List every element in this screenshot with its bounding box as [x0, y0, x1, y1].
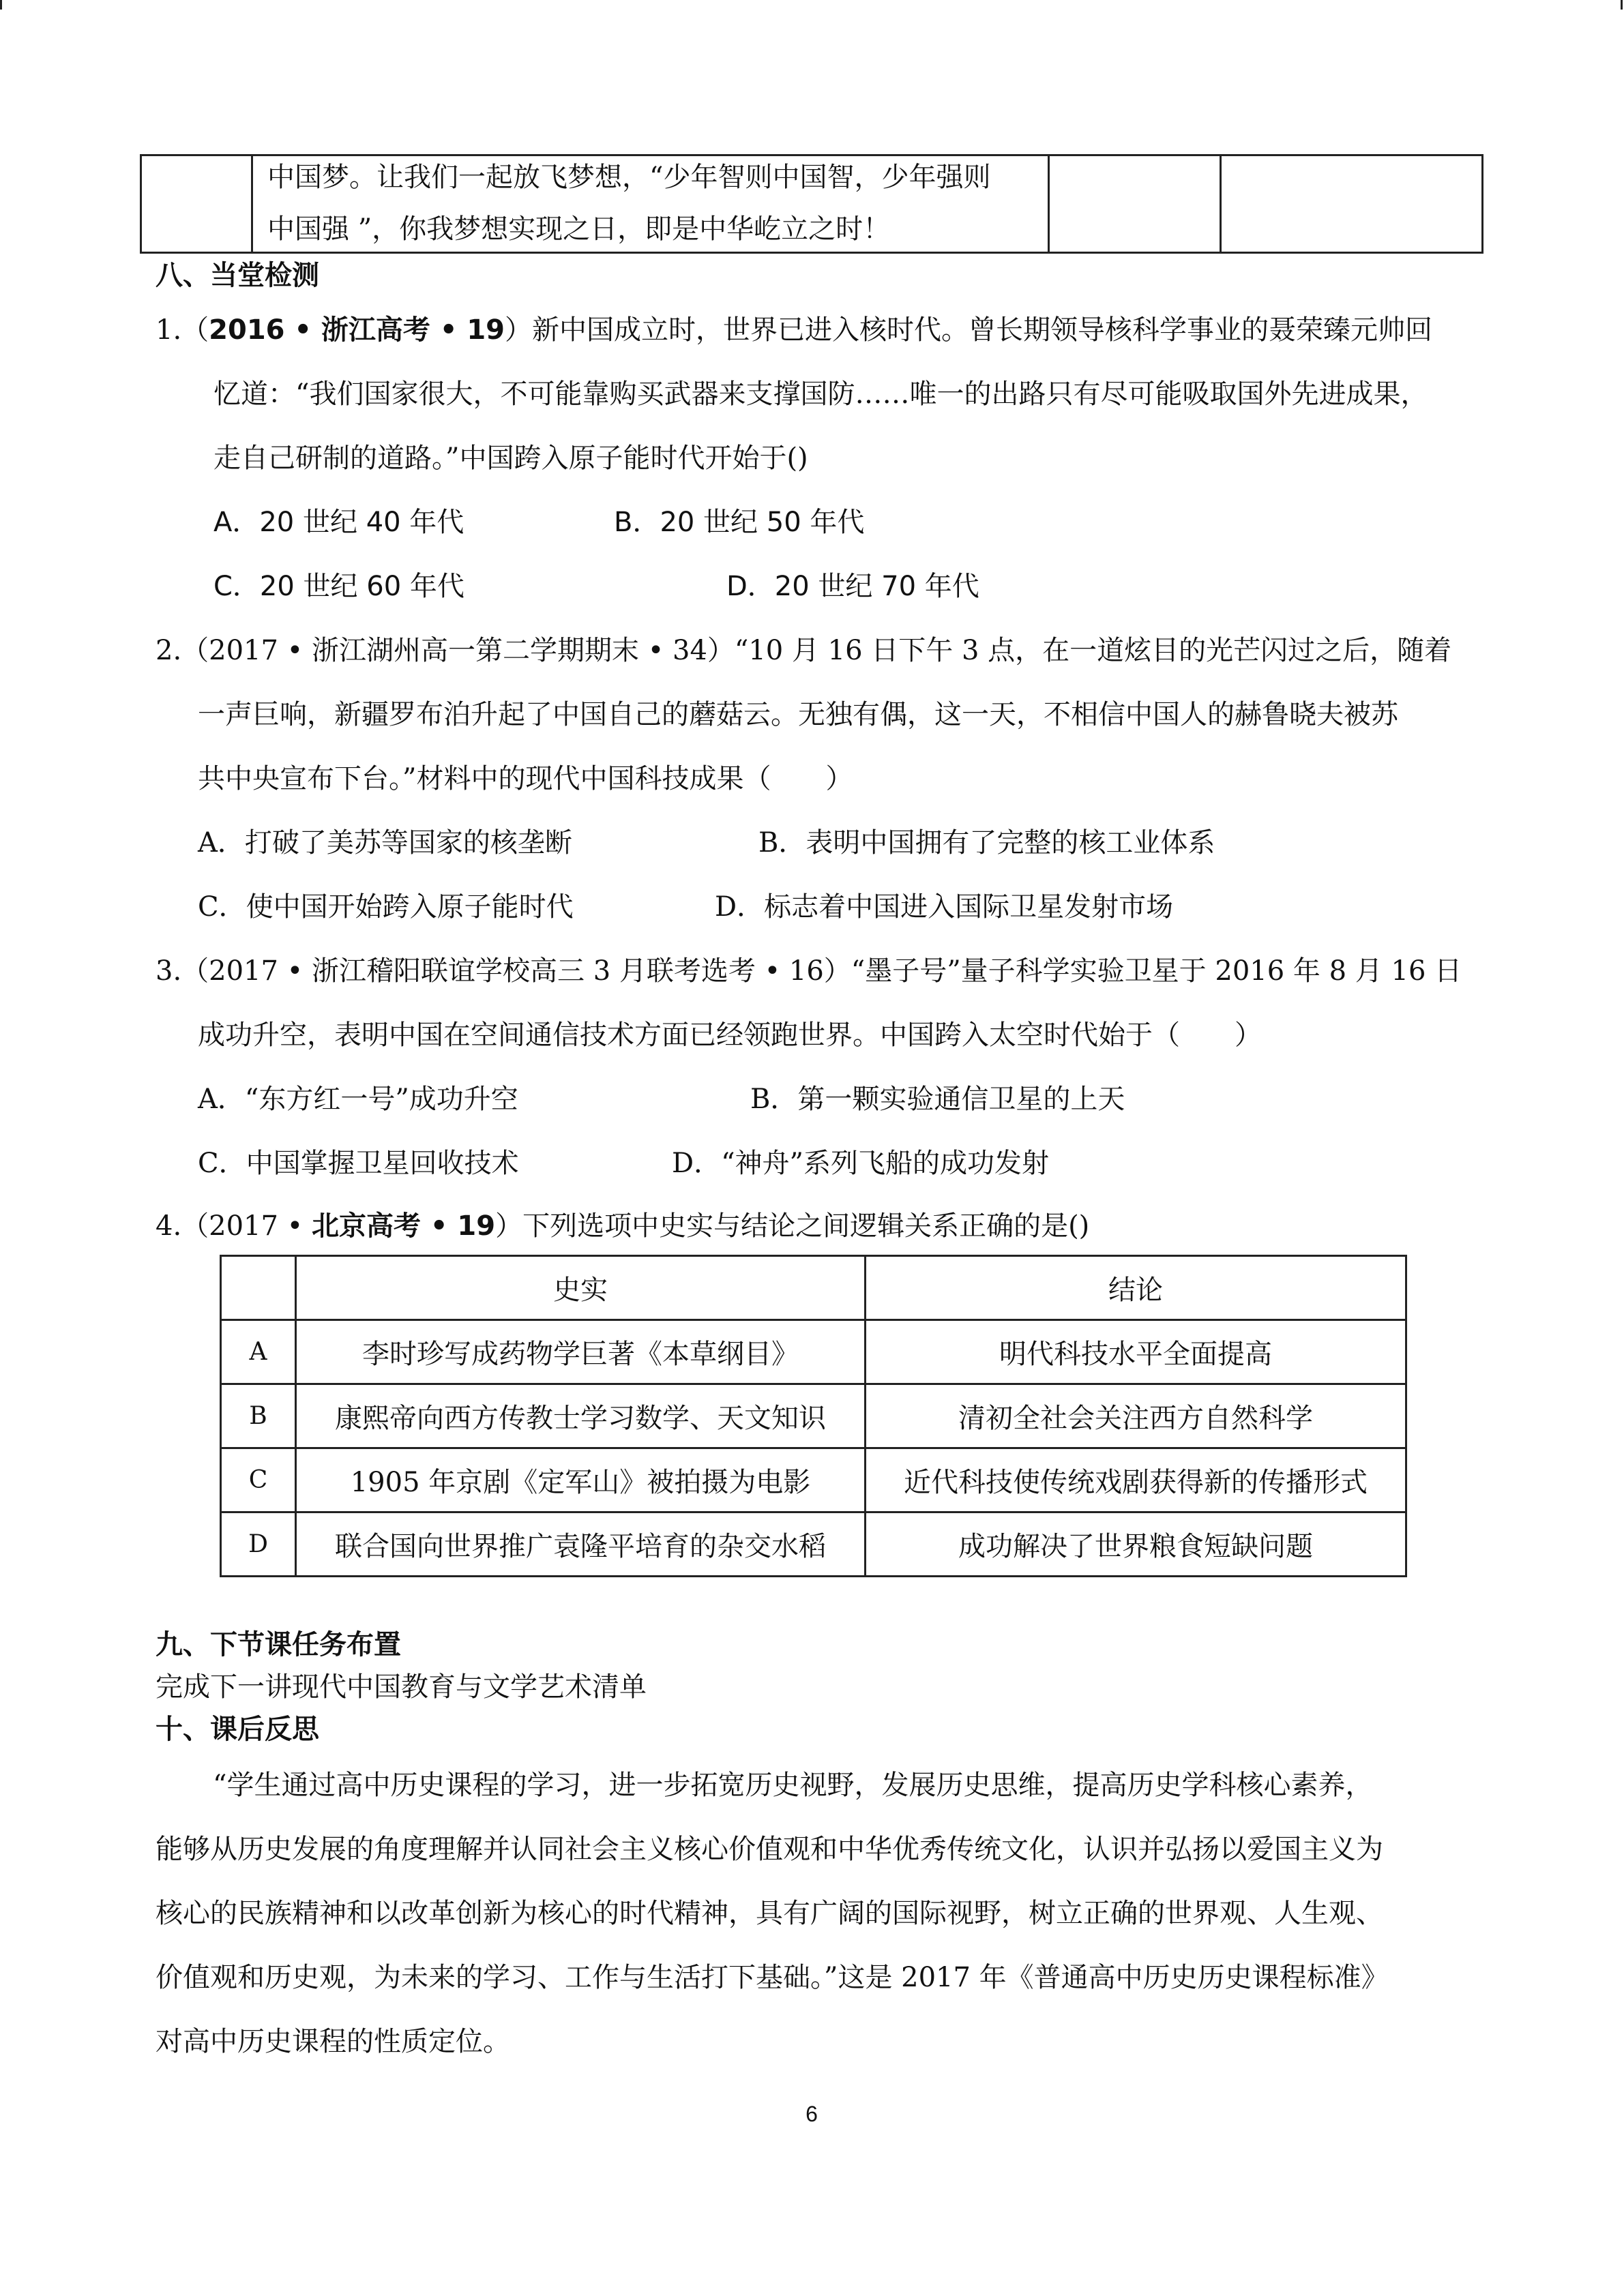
table-divider — [1048, 156, 1050, 252]
reflection-line-5: 对高中历史课程的性质定位。 — [156, 2026, 510, 2057]
q2-line-1: 2.（2017 • 浙江湖州高一第二学期期末 • 34）“10 月 16 日下午 3 点，在一道炫目的光芒闪过之后，随着 — [156, 635, 1452, 666]
table-cell-conclusion: 明代科技水平全面提高 — [866, 1320, 1406, 1384]
q2-option-a: A．打破了美苏等国家的核垄断 — [198, 827, 572, 859]
q1-option-c: C．20 世纪 60 年代 — [213, 571, 464, 602]
continuation-line-2: 中国强 ”，你我梦想实现之日，即是中华屹立之时！ — [267, 213, 891, 245]
table-divider — [1220, 156, 1222, 252]
table-row — [221, 1448, 1406, 1512]
table-cell-fact: 联合国向世界推广袁隆平培育的杂交水稻 — [296, 1512, 866, 1577]
table-header-cell — [221, 1256, 296, 1320]
table-header-row — [221, 1256, 1406, 1320]
table-cell-letter: B — [221, 1384, 296, 1448]
q1-source: 2016 • 浙江高考 • 19 — [209, 314, 505, 346]
q1-option-d: D．20 世纪 70 年代 — [726, 571, 979, 602]
table-cell-letter: A — [221, 1320, 296, 1384]
q4-number: 4.（2017 • — [156, 1210, 312, 1242]
q2-line-2: 一声巨响，新疆罗布泊升起了中国自己的蘑菇云。无独有偶，这一天，不相信中国人的赫鲁晓夫被苏 — [198, 699, 1398, 730]
q3-option-c: C．中国掌握卫星回收技术 — [198, 1148, 519, 1179]
q4-source: 北京高考 • 19 — [311, 1210, 496, 1242]
section-10-heading: 十、课后反思 — [156, 1714, 319, 1745]
table-cell-fact: 康熙帝向西方传教士学习数学、天文知识 — [296, 1384, 866, 1448]
table-cell-fact: 李时珍写成药物学巨著《本草纲目》 — [296, 1320, 866, 1384]
q2-option-c: C．使中国开始跨入原子能时代 — [198, 891, 574, 923]
table-cell-letter: C — [221, 1448, 296, 1512]
section-8-heading: 八、当堂检测 — [156, 260, 319, 291]
table-row — [221, 1512, 1406, 1577]
q3-line-1: 3.（2017 • 浙江稽阳联谊学校高三 3 月联考选考 • 16）“墨子号”量子科学实验卫星于 2016 年 8 月 16 日 — [156, 955, 1462, 987]
reflection-line-2: 能够从历史发展的角度理解并认同社会主义核心价值观和中华优秀传统文化，认识并弘扬以爱国主义为 — [156, 1834, 1383, 1865]
q1-text: ）新中国成立时，世界已进入核时代。曾长期领导核科学事业的聂荣臻元帅回 — [505, 314, 1432, 346]
table-row — [221, 1320, 1406, 1384]
continuation-line-1: 中国梦。让我们一起放飞梦想，“少年智则中国智，少年强则 — [267, 162, 991, 193]
q4-text: ）下列选项中史实与结论之间逻辑关系正确的是() — [495, 1210, 1090, 1242]
table-cell-conclusion: 近代科技使传统戏剧获得新的传播形式 — [866, 1448, 1406, 1512]
table-header-cell: 史实 — [296, 1256, 866, 1320]
table-divider — [251, 156, 253, 252]
q2-line-3: 共中央宣布下台。”材料中的现代中国科技成果（ ） — [198, 763, 853, 794]
table-row — [221, 1384, 1406, 1448]
q4-line-1 — [156, 1210, 1089, 1242]
q2-option-b: B．表明中国拥有了完整的核工业体系 — [758, 827, 1215, 859]
section-9-heading: 九、下节课任务布置 — [156, 1629, 401, 1660]
q3-option-b: B．第一颗实验通信卫星的上天 — [750, 1084, 1125, 1115]
q3-line-2: 成功升空，表明中国在空间通信技术方面已经领跑世界。中国跨入太空时代始于（ ） — [198, 1019, 1262, 1051]
q1-number: 1.（ — [156, 314, 209, 346]
q4-table — [220, 1255, 1407, 1577]
crop-mark-right — [1621, 0, 1623, 10]
q1-option-b: B．20 世纪 50 年代 — [614, 507, 865, 538]
reflection-line-1: “学生通过高中历史课程的学习，进一步拓宽历史视野，发展历史思维，提高历史学科核心素养， — [213, 1770, 1373, 1801]
q3-option-a: A．“东方红一号”成功升空 — [198, 1084, 518, 1115]
q1-line-2: 忆道：“我们国家很大，不可能靠购买武器来支撑国防……唯一的出路只有尽可能吸取国外先进成果， — [213, 378, 1428, 410]
q3-option-d: D．“神舟”系列飞船的成功发射 — [672, 1148, 1049, 1179]
crop-mark-left — [0, 0, 2, 10]
reflection-line-3: 核心的民族精神和以改革创新为核心的时代精神，具有广阔的国际视野，树立正确的世界观、人生观、 — [156, 1898, 1383, 1929]
reflection-line-4: 价值观和历史观，为未来的学习、工作与生活打下基础。”这是 2017 年《普通高中历史历史课程标准》 — [156, 1962, 1389, 1993]
table-cell-conclusion: 成功解决了世界粮食短缺问题 — [866, 1512, 1406, 1577]
q1-line-1 — [156, 314, 1432, 346]
page-number: 6 — [806, 2102, 818, 2126]
table-cell-letter: D — [221, 1512, 296, 1577]
table-header-cell: 结论 — [866, 1256, 1406, 1320]
table-cell-fact: 1905 年京剧《定军山》被拍摄为电影 — [296, 1448, 866, 1512]
q1-option-a: A．20 世纪 40 年代 — [213, 507, 464, 538]
section-9-text: 完成下一讲现代中国教育与文学艺术清单 — [156, 1671, 647, 1703]
q2-option-d: D．标志着中国进入国际卫星发射市场 — [715, 891, 1174, 923]
q1-line-3: 走自己研制的道路。”中国跨入原子能时代开始于() — [213, 443, 808, 474]
table-cell-conclusion: 清初全社会关注西方自然科学 — [866, 1384, 1406, 1448]
